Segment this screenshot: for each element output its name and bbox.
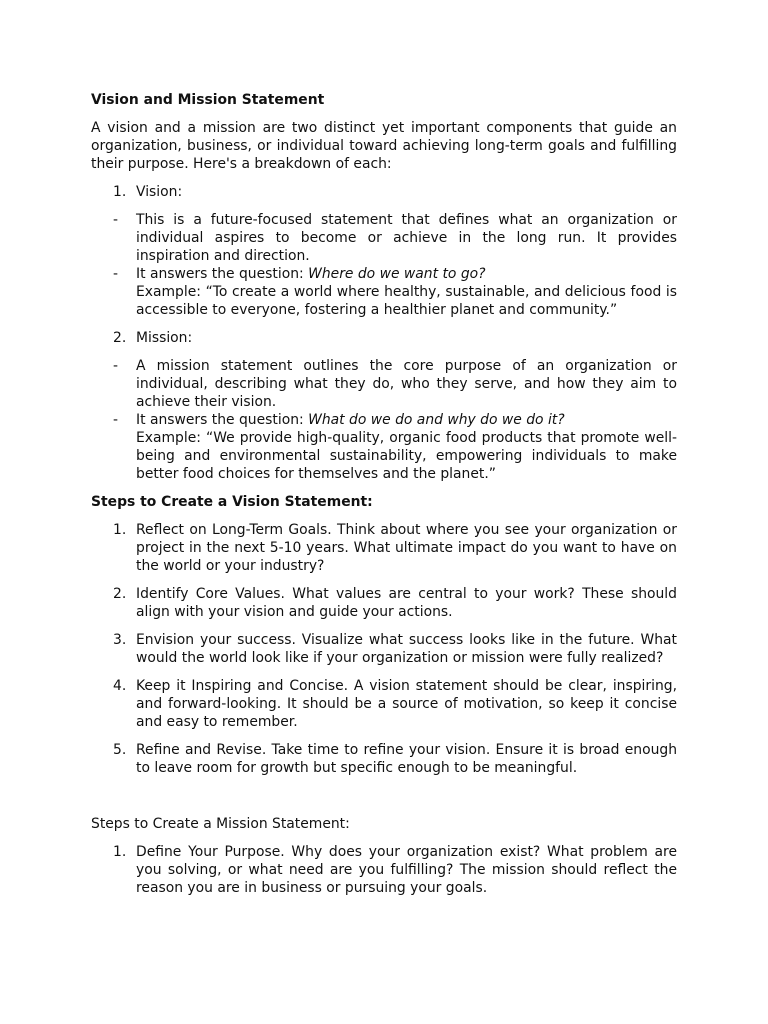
bullet-text: A mission statement outlines the core purpose of an organization or individual, describing what they do, who they serve, and how they aim to achieve their vision. [136,358,677,410]
section-vision [91,183,677,201]
question-text: Where do we want to go? [308,266,486,282]
vision-step-item [91,741,677,777]
step-number: 3. [113,632,127,648]
bullet-text: This is a future-focused statement that defines what an organization or individual aspires to become or achieve in the long run. It provides inspiration and direction. [136,212,677,264]
mission-steps-heading: Steps to Create a Mission Statement: [91,816,350,832]
question-prefix: It answers the question: [136,266,309,282]
step-number: 5. [113,742,127,758]
bullet-item [91,211,677,265]
vision-step-item [91,631,677,667]
bullet-item [91,357,677,411]
document-title: Vision and Mission Statement [91,92,325,108]
step-text: Reflect on Long-Term Goals. Think about where you see your organization or project in the next 5-10 years. What ultimate impact do you want to have on the world or your industry? [136,522,677,574]
vision-step-item [91,521,677,575]
step-text: Envision your success. Visualize what success looks like in the future. What would the world look like if your organization or mission were fully realized? [136,632,677,666]
section-label: Mission: [136,330,193,346]
example-text: Example: “To create a world where healthy, sustainable, and delicious food is accessible to everyone, fostering a healthier planet and community.” [136,284,677,318]
section-number: 2. [113,330,127,346]
dash-marker: - [113,358,119,374]
step-text: Refine and Revise. Take time to refine your vision. Ensure it is broad enough to leave room for growth but specific enough to be meaningful. [136,742,677,776]
vision-step-item [91,585,677,621]
question-prefix: It answers the question: [136,412,309,428]
document-body [91,91,677,907]
vision-step-item [91,677,677,731]
step-number: 1. [113,522,127,538]
dash-marker: - [113,212,119,228]
mission-bullets [91,357,677,483]
step-text: Keep it Inspiring and Concise. A vision statement should be clear, inspiring, and forward-looking. It should be a source of motivation, so keep it concise and easy to remember. [136,678,677,730]
step-text: Define Your Purpose. Why does your organization exist? What problem are you solving, or what need are you fulfilling? The mission should reflect the reason you are in business or pursuing your goals. [136,844,677,896]
example-text: Example: “We provide high-quality, organic food products that promote well-being and environmental sustainability, empowering individuals to make better food choices for themselves and the planet.” [136,430,677,482]
spacer [91,787,677,815]
section-number: 1. [113,184,127,200]
intro-paragraph: A vision and a mission are two distinct yet important components that guide an organization, business, or individual toward achieving long-term goals and fulfilling their purpose. Here's a breakdown of each: [91,120,677,172]
bullet-item [91,411,677,483]
section-label: Vision: [136,184,183,200]
mission-step-item [91,843,677,897]
question-text: What do we do and why do we do it? [308,412,565,428]
section-mission [91,329,677,347]
vision-steps-heading: Steps to Create a Vision Statement: [91,494,373,510]
bullet-item [91,265,677,319]
step-number: 2. [113,586,127,602]
dash-marker: - [113,266,119,282]
step-number: 1. [113,844,127,860]
dash-marker: - [113,412,119,428]
step-number: 4. [113,678,127,694]
step-text: Identify Core Values. What values are central to your work? These should align with your vision and guide your actions. [136,586,677,620]
vision-bullets [91,211,677,319]
